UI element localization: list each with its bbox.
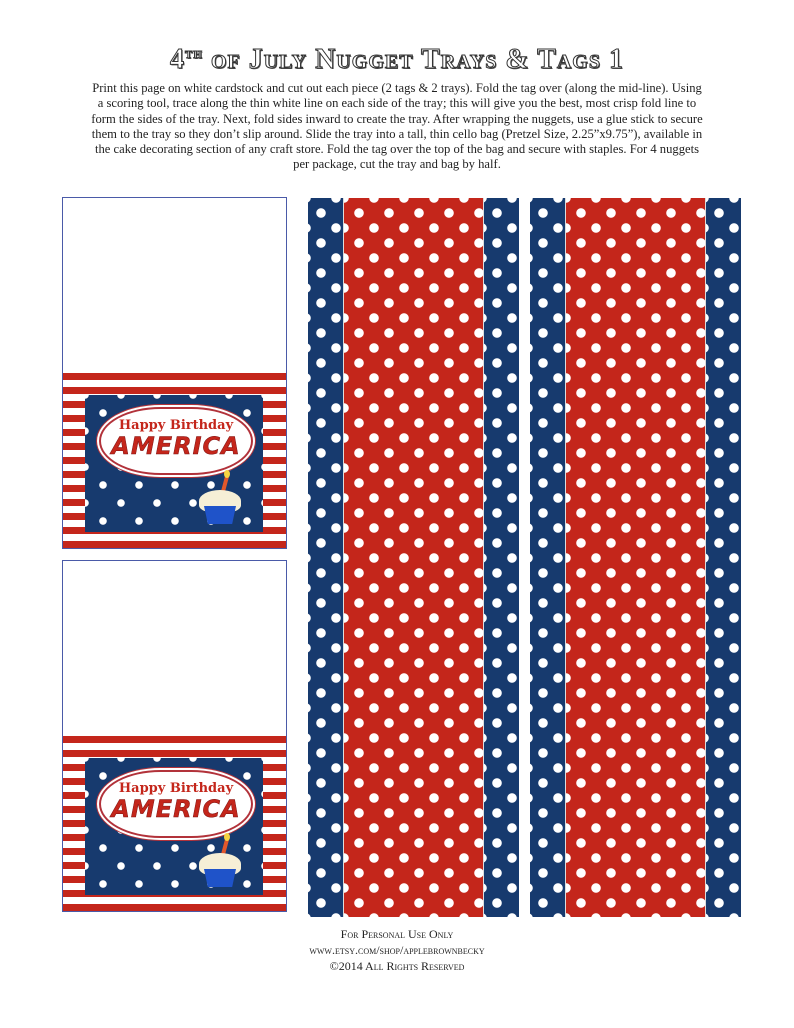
instructions: Print this page on white cardstock and cut out each piece (2 tags & 2 trays). Fold the tag over (along the mid-line). Using a scoring tool, trace along the thin white line on each side of the tray; this will give you the best, most crisp fold line to form the sides of the tray. Next, fold sides inward to create the tray. After wrapping the nuggets, use a glue stick to secure them to the tray so they don’t slip around. Slide the tray into a tall, thin cello bag (Pretzel Size, 2.25”x9.75”), available in the cake decorating section of any craft store. Fold the tag over the top of the bag and secure with staples. For 4 nuggets per package, cut the tray and bag by half. [91,81,703,172]
tray-side-left [308,198,343,917]
footer [0,926,794,974]
tray-2 [530,198,741,917]
title-number: 4 [170,44,186,75]
title-superscript: th [185,46,203,62]
tag-1 [62,197,287,549]
tray-side-left [530,198,565,917]
title-text: of July Nugget Trays & Tags 1 [210,44,624,75]
page-title [0,44,794,76]
label-line-2: AMERICA [111,795,241,823]
tray-side-right [484,198,519,917]
birthday-label [99,770,253,838]
tray-1 [308,198,519,917]
footer-url: www.etsy.com/shop/applebrownbecky [309,943,485,957]
footer-copyright: ©2014 All Rights Reserved [329,959,465,973]
stars-panel [85,395,263,532]
tag-2 [62,560,287,912]
label-line-1: Happy Birthday [118,781,234,796]
label-line-2: AMERICA [111,432,241,460]
stripes-background [63,373,286,548]
tray-center [565,198,706,917]
cupcake-icon [199,476,241,526]
tray-side-right [706,198,741,917]
birthday-label [99,407,253,475]
stars-panel [85,758,263,895]
tray-center [343,198,484,917]
stripes-background [63,736,286,911]
label-line-1: Happy Birthday [118,418,234,433]
cupcake-icon [199,839,241,889]
footer-usage: For Personal Use Only [340,927,454,941]
